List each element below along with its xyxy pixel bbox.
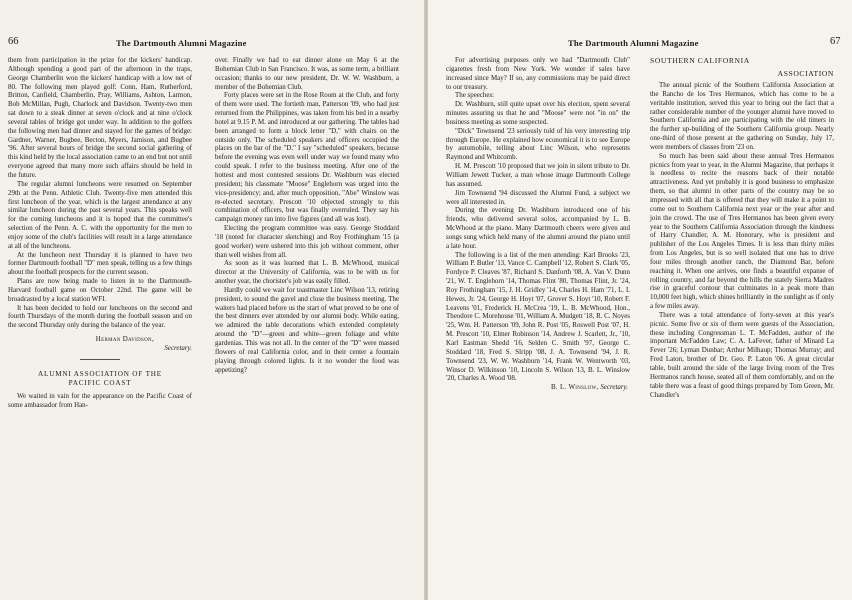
paragraph: The annual picnic of the Southern California Association at the Rancho de los Tres Hermanos, which has come to be a veritable institution, served this year to bring out the fact that a rather considerable number of the younger alumni have moved to Southern California and are participating with the old timers in the further up-building of the Southern California group. Nearly one-third of those present at the gathering on Sunday, July 17, were members of classes from '23 on. [650, 81, 834, 151]
paragraph: over. Finally we had to eat dinner alone on May 6 at the Bohemian Club in San Francisco. It was, as some term, a brilliant occasion; thanks to our new president, Dr. W. W. Washburn, a member of the Bohemian Club. [215, 56, 399, 91]
paragraph: Dr. Washburn, still quite upset over his election, spent several minutes assuring us that he and "Moose" were not "in on" the business meeting as some suspected. [446, 100, 630, 126]
paragraph: them from participation in the prize for the kickers' handicap. Although spending a good part of the afternoon in the traps, George Chamberlin won the kickers' handicap with a low net of 80. The following men played golf: Conn, Ham, Rutherford, Britton, Canfield, Chamberlin, Pray, Williams, Ashton, Larmon, Bob McMillan, Pugh, Charlock and Davidson. Twenty-two men sat down to a steak dinner at seven o'clock and at nine o'clock several tables of bridge got under way. In addition to the golfers the following men had dinner and stayed for the games of bridge: Gardner, Warner, Bugbee, Becton, Myers, Jamison, and Bugbee '96. After several hours of bridge the second social gathering of this kind held by the local association came to an end but not until everyone agreed that many more such affairs should be held in the future. [8, 56, 192, 179]
signature-name: B. L. Winslow, [550, 383, 599, 392]
paragraph: "Dick" Townsend '23 seriously told of his very interesting trip through Europe. He explained how economical it is to see Europe by automobile, telling about Linc Wilson, who represents Raymond and Whitcomb. [446, 126, 630, 162]
paragraph: The speeches: [455, 91, 495, 100]
text-column [650, 56, 834, 399]
right-page [428, 0, 852, 600]
paragraph: The following is a list of the men attending: Karl Brooks '23, William P. Butler '13, Vance C. Campbell '12, Robert S. Clark '05, Fordyce P. Cleaves '87, Richard S. Danforth '08, A. Van V. Dunn '21, W. T. Englehorn '14, Thomas Flint '80, Thomas Flint, Jr. '24, Roy Frothingham '15, J. H. Gridley '14, Charles H. Ham '71, L. I. Hewes, Jr. '24, George H. Hoyt '07, Grover S. Hoyt '10, Robert F. Leavens '01, Frederick H. McCrea '19, L. B. McWhood, Hon., Theodore C. Morehouse '01, William A. Mudgett '18, R. C. Noyes '25, Wm. H. Patterson '09, John R. Post '05, Roswell Post '07, H. M. Prescott '10, Elmer Robinson '14, Andrew J. Scarlett, Jr., '10, Karl Eastman Shedd '16, Selden C. Smith '97, George C. Stoddard '18, Fred S. Slripp '08, J. A. Townsend '94, J. R. Townsend '23, W. W. Washburn '14, Frank W. Wentworth '03, Winsor D. Wilkinson '10, Lincoln S. Wilson '13, B. L. Winslow '20, Charles A. Wood '08. [446, 250, 630, 383]
section-heading-line: ASSOCIATION [777, 69, 834, 78]
paragraph: Jim Townsend '94 discussed the Alumni Fund, a subject we were all interested in. [446, 188, 630, 206]
running-header: The Dartmouth Alumni Magazine [568, 38, 699, 48]
signature [446, 383, 630, 392]
left-page [0, 0, 424, 600]
paragraph: Hardly could we wait for toastmaster Linc Wilson '13, retiring president, to sound the gavel and close the business meeting. The waiters had placed before us the start of what proved to be one of the best dinners ever attended by our alumni body. While eating, we admired the table decorations which extended completely around the "D"—green and white—green foliage and white gardenias. This was not all. In the center of the "D" were massed flowers of real California color, and in their center a fountain playing through colored lights. Is it no wonder the food was appetizing? [215, 285, 399, 374]
page-number: 66 [8, 36, 19, 47]
paragraph: For advertising purposes only we had "Dartmouth Club" cigarettes fresh from New York. We wonder if sales have increased since May? If so, any commissions may be paid direct to our treasury. [446, 56, 630, 91]
text-column [215, 56, 399, 374]
paragraph: We waited in vain for the appearance on the Pacific Coast of some ambassador from Han- [8, 391, 192, 409]
text-column [446, 56, 630, 392]
paragraph: The regular alumni luncheons were resumed on September 29th at the Penn. Athletic Club. Twenty-five men attended this first luncheon of the year, which is the largest attendance at any similar luncheon during the past several years. This speaks well for the coming luncheons and it is hoped that the committee's selection of the Penn. A. C. with the opportunity for the men to enjoy some of the club's facilities will result in a large attendance at all of the luncheons. [8, 179, 192, 250]
paragraph: Plans are now being made to listen in to the Dartmouth-Harvard football game on October 22nd. The game will be broadcasted by a local station WFI. [8, 277, 192, 303]
paragraph: At the luncheon next Thursday it is planned to have two former Dartmouth football "D" men speak, telling us a few things about the football prospects for the current season. [8, 250, 192, 277]
paragraph: There was a total attendance of forty-seven at this year's picnic. Some five or six of them were guests of the Association, these including Congressman L. T. McFadden, author of the important McFadden Law; C. A. LaFever, father of Minard La Fever '26; Lyman Dunbar; Arthur Milhaup; Thomas Murray; and Fred Laton, brother of Dr. Geo. P. Laton '06. A great circular table, built around the side of the large living room of the Tres Hermanos ranch house, seated all of them comfortably, and on the table there was a feast of good things prepared by Tom Green, Mr. Chandler's [650, 310, 834, 399]
section-heading-line: SOUTHERN CALIFORNIA [650, 56, 750, 65]
paragraph: Electing the program committee was easy. George Stoddard '18 (noted for character sketching) and Roy Frothingham '15 (a good worker) were ushered into this job without comment, other than well wishes from all. [215, 224, 399, 259]
running-header: The Dartmouth Alumni Magazine [116, 38, 247, 48]
paragraph: During the evening Dr. Washburn introduced one of his friends, who delivered several solos, accompanied by L. B. McWhood at the piano. Many Dartmouth cheers were given and songs sung which held many of the alumni around the piano until a late hour. [446, 206, 630, 250]
paragraph: As soon as it was learned that L. B. McWhood, musical director at the University of California, was to be with us for another year, the chorister's job was easily filled. [215, 259, 399, 286]
section-heading-line: ALUMNI ASSOCIATION OF THE [38, 369, 162, 378]
page-number: 67 [830, 36, 841, 47]
paragraph: It has been decided to hold our luncheons on the second and fourth Thursdays of the month during the football season and on the second Thursday only during the balance of the year. [8, 303, 192, 330]
section-heading-line: PACIFIC COAST [68, 378, 132, 387]
paragraph: So much has been said about these annual Tres Hermanos picnics from year to year, in the Alumni Magazine, that perhaps it is needless to recite the reasons back of their notable attractiveness. And yet probably it is good business to emphasize them, so that alumni in other parts of the country may be so impressed with all that is offered that they will make it a point to come out to Southern California next year or the year after and join the crowd. The use of Tres Hermanos has been given every year to the Southern California Association through the kindness of Harry Chandler, A. M. Honorary, who is president and publisher of the Los Angeles Times. It is less than thirty miles from Los Angeles, but is so well isolated that one has to drive four miles through another ranch, the Diamond Bar, before reaching it. When one arrives, one finds a beautiful expanse of rolling country, and far beyond the hills the stately Sierra Madres rise in graceful contour that culminates in a peak more than 10,000 feet high, which shines brilliantly in the sunlight as if only a few miles away. [650, 151, 834, 311]
text-column [8, 56, 192, 410]
signature-name: Herman Davidson, [95, 335, 154, 344]
paragraph: H. M. Prescott '10 proposed that we join in silent tribute to Dr. William Jewett Tucker, a man whose image Dartmouth College has assumed. [446, 162, 630, 188]
section-heading [8, 370, 192, 388]
paragraph: Forty places were set in the Rose Room at the Club, and forty of them were used. The fortieth man, Patterson '09, who had just returned from the Philippines, was taken from his bed in a nearby hotel at 9.15 P. M. and introduced at our gathering. The tables had been arranged to form a block letter "D," with chairs on the outside only. The scheduled speakers and officers occupied the places on the bar of the "D." I say "scheduled" speakers, because before the evening was even well under way we found many who could speak. I refer to the business meeting. After one of the hottest and most contested sessions Dr. Washburn was elected president; his classmate "Moose" Englehorn was urged into the vice-presidency; and, after much opposition, "Abe" Winslow was re-elected secretary. Prescott '10 objected strongly to this combination of officers, but was finally overruled. They say his campaign money ran into five figures (and all was lost). [215, 91, 399, 224]
signature-title: Secretary. [600, 383, 628, 392]
section-divider [80, 359, 120, 360]
signature-title: Secretary. [164, 344, 192, 352]
